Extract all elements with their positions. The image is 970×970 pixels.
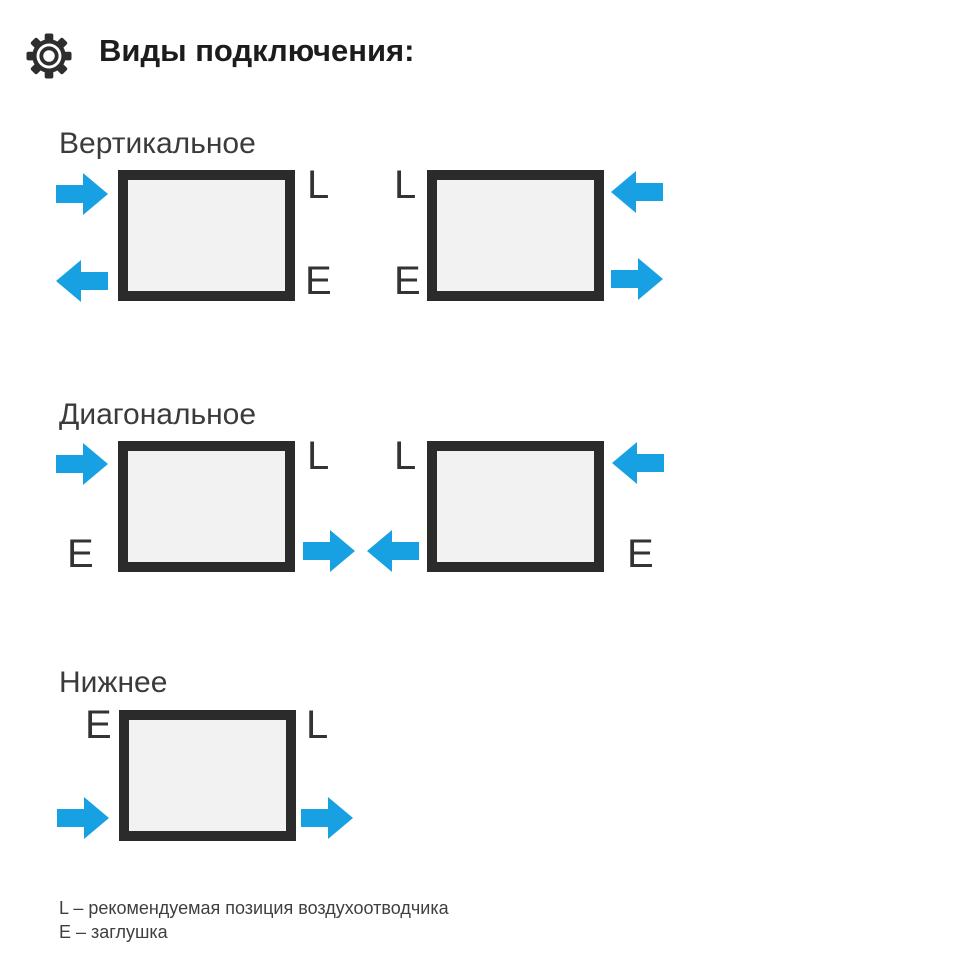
legend-line-e: E – заглушка bbox=[59, 922, 168, 942]
port-letter: L bbox=[307, 163, 330, 207]
legend-line-l: L – рекомендуемая позиция воздухоотводчика bbox=[59, 898, 449, 918]
port-letter: E bbox=[305, 259, 332, 303]
radiator-diagonal-left bbox=[118, 441, 295, 572]
legend bbox=[59, 896, 449, 944]
flow-out-arrow-icon bbox=[303, 530, 355, 572]
flow-out-arrow-icon bbox=[301, 797, 353, 839]
port-letter: L bbox=[394, 163, 417, 207]
section-label-vertical: Вертикальное bbox=[59, 127, 256, 160]
port-letter: L bbox=[306, 703, 329, 747]
port-letter: E bbox=[394, 259, 421, 303]
radiator-vertical-left bbox=[118, 170, 295, 301]
flow-out-arrow-icon bbox=[367, 530, 419, 572]
page-title: Виды подключения: bbox=[99, 33, 415, 68]
section-label-bottom: Нижнее bbox=[59, 666, 168, 699]
radiator-bottom bbox=[119, 710, 296, 841]
flow-in-arrow-icon bbox=[57, 797, 109, 839]
flow-out-arrow-icon bbox=[56, 260, 108, 302]
flow-in-arrow-icon bbox=[611, 171, 663, 213]
port-letter: L bbox=[307, 434, 330, 478]
flow-in-arrow-icon bbox=[56, 443, 108, 485]
port-letter: L bbox=[394, 434, 417, 478]
port-letter: E bbox=[627, 532, 654, 576]
radiator-diagonal-right bbox=[427, 441, 604, 572]
flow-out-arrow-icon bbox=[611, 258, 663, 300]
flow-in-arrow-icon bbox=[612, 442, 664, 484]
flow-in-arrow-icon bbox=[56, 173, 108, 215]
radiator-vertical-right bbox=[427, 170, 604, 301]
gear-icon bbox=[26, 33, 72, 79]
port-letter: E bbox=[67, 532, 94, 576]
port-letter: E bbox=[85, 703, 112, 747]
section-label-diagonal: Диагональное bbox=[59, 398, 257, 431]
